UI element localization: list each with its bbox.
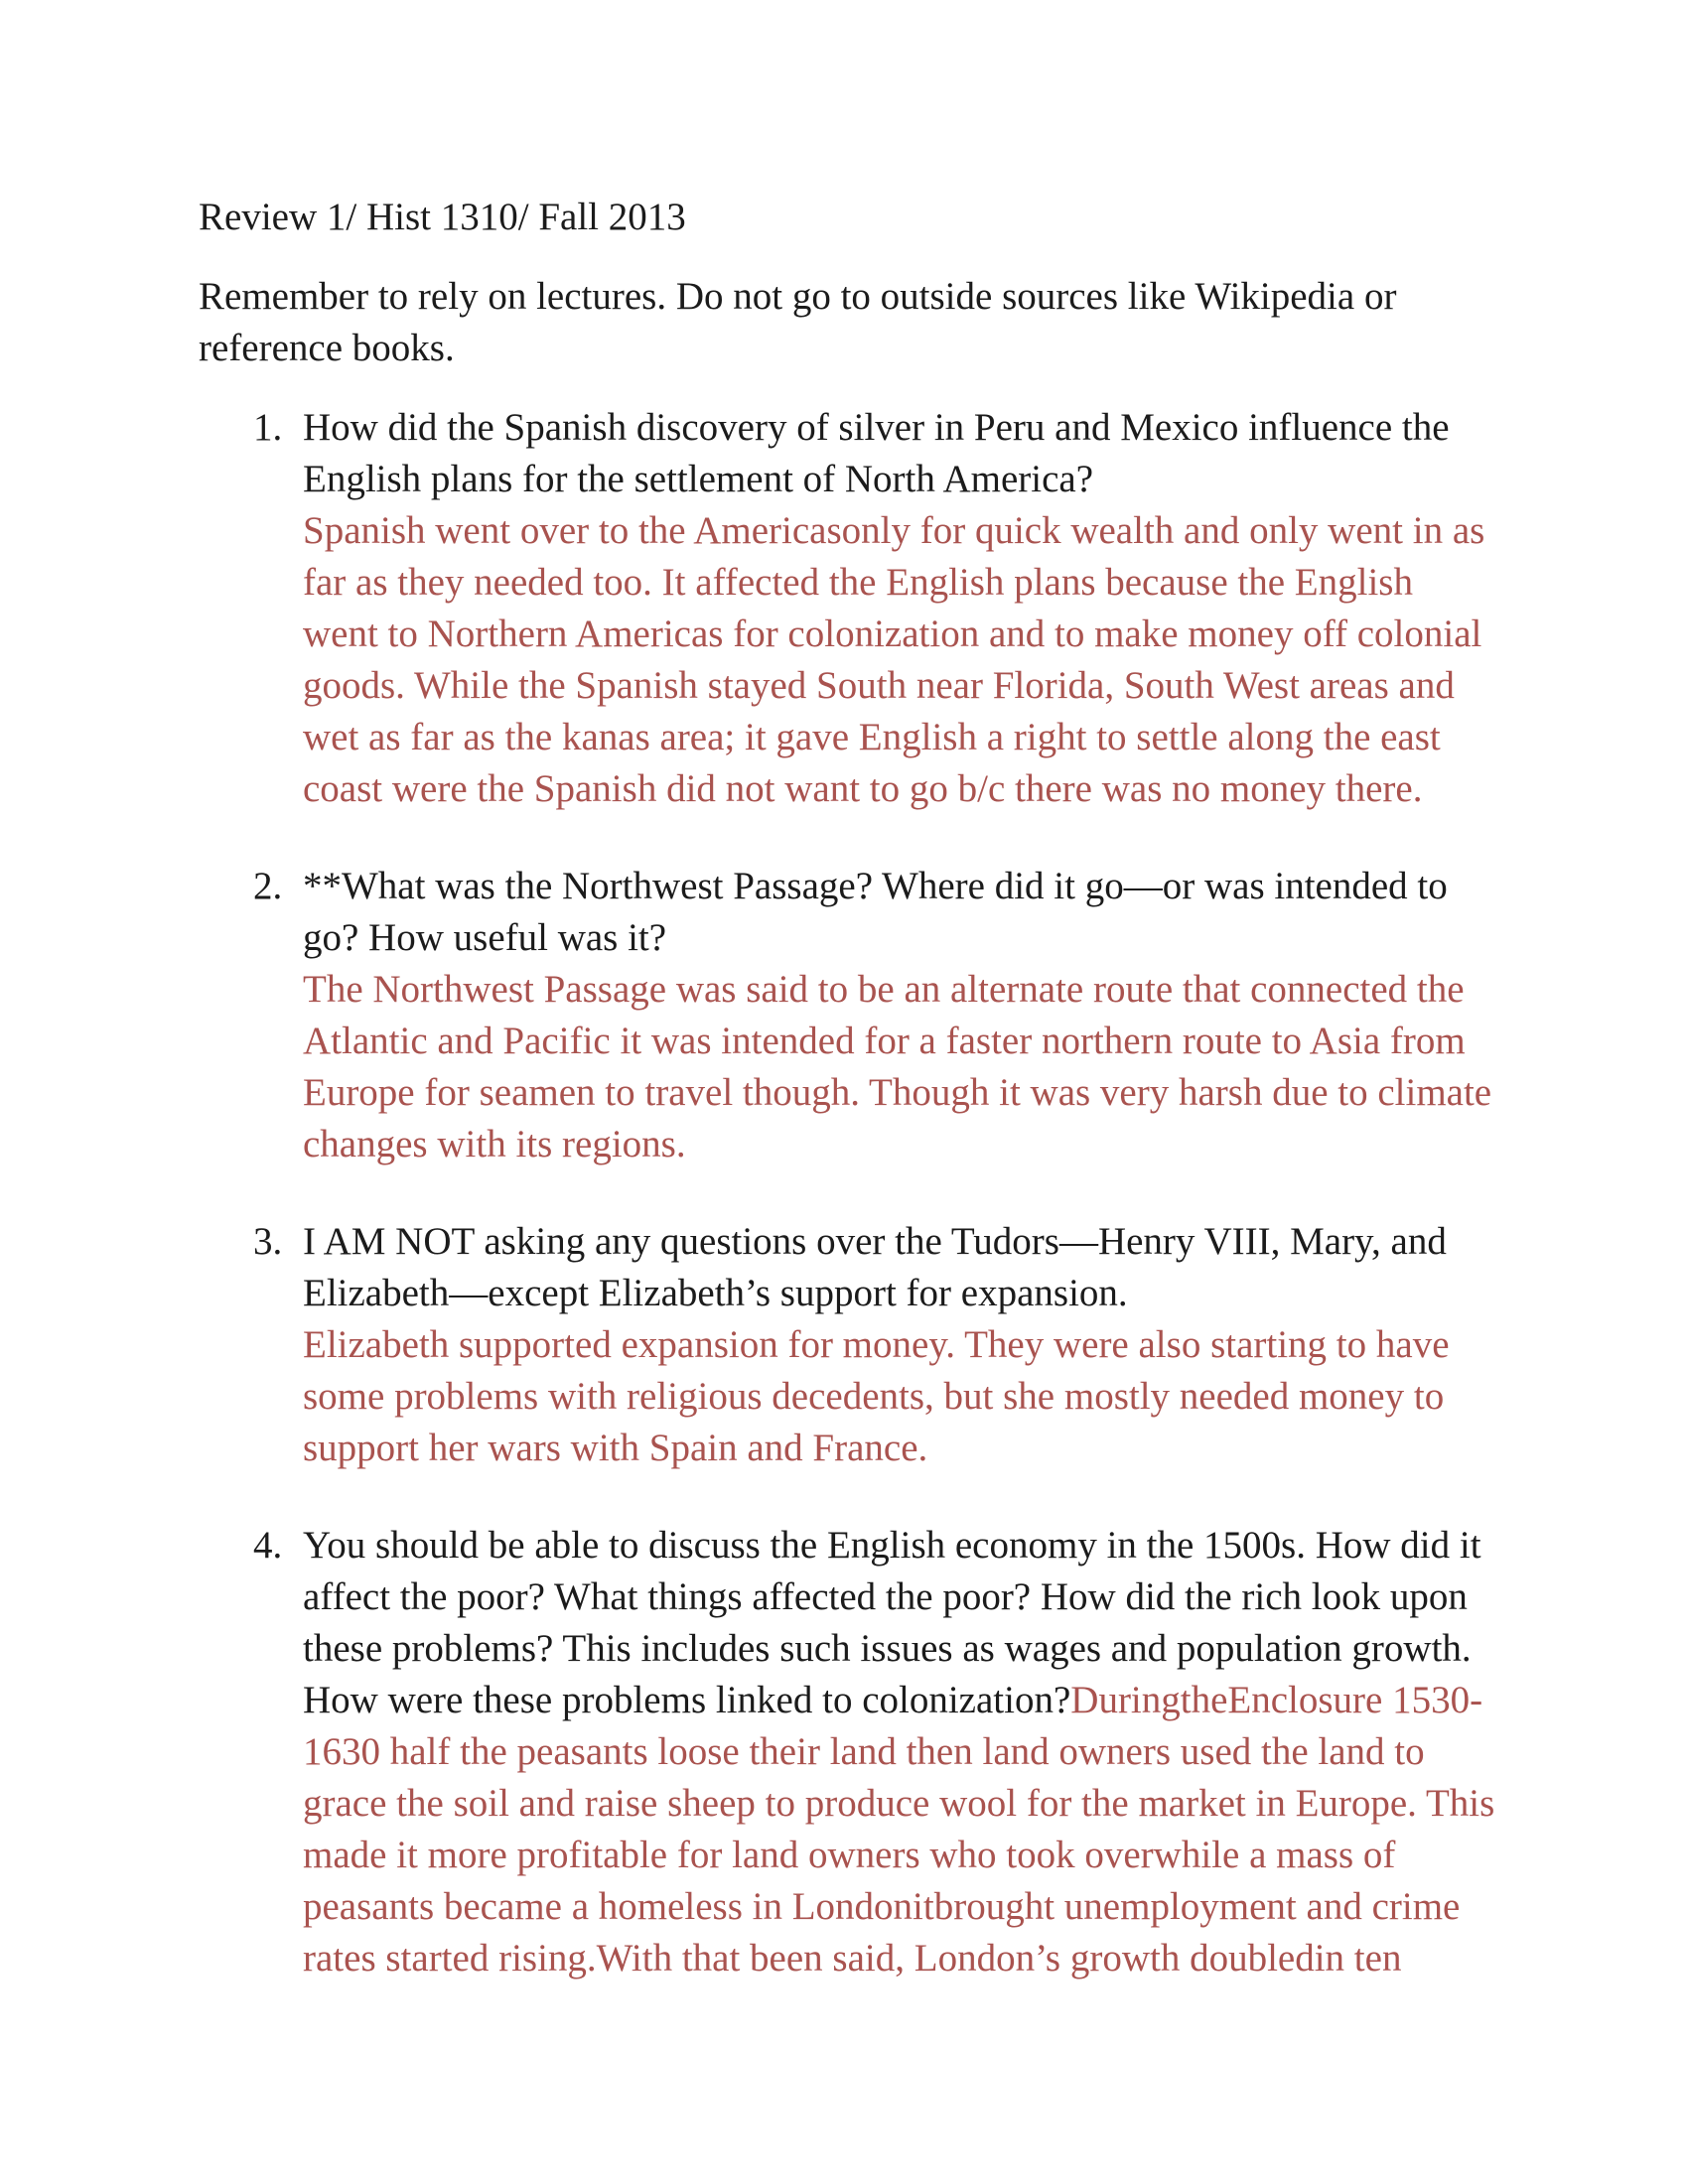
answer-line: far as they needed too. It affected the English plans because the English: [303, 561, 1413, 604]
answer-line: support her wars with Spain and France.: [303, 1427, 928, 1469]
question-answer-mixed-line: [303, 1675, 1529, 1726]
question-line: I AM NOT asking any questions over the Tudors—Henry VIII, Mary, and: [303, 1220, 1447, 1263]
question-line: affect the poor? What things affected the poor? How did the rich look upon: [303, 1575, 1468, 1618]
document-content: [199, 192, 1529, 1984]
question-line: How did the Spanish discovery of silver in Peru and Mexico influence the: [303, 406, 1450, 449]
question-line: Elizabeth—except Elizabeth’s support for expansion.: [303, 1272, 1128, 1314]
answer-line: grace the soil and raise sheep to produce wool for the market in Europe. This: [303, 1782, 1495, 1825]
answer-line: peasants became a homeless in Londonitbrought unemployment and crime: [303, 1885, 1461, 1928]
answer-line: Europe for seamen to travel though. Though it was very harsh due to climate: [303, 1071, 1492, 1114]
question-list: [199, 402, 1529, 1984]
answer-block: [303, 1319, 1529, 1474]
list-item-number: 4.: [253, 1524, 283, 1567]
list-item-number: 3.: [253, 1220, 283, 1263]
list-item-number: 2.: [253, 865, 283, 907]
list-item: [199, 1216, 1529, 1474]
answer-line: 1630 half the peasants loose their land then land owners used the land to: [303, 1730, 1425, 1773]
answer-line: The Northwest Passage was said to be an alternate route that connected the: [303, 968, 1465, 1011]
question-line: English plans for the settlement of North America?: [303, 458, 1094, 500]
list-item: [199, 861, 1529, 1170]
answer-line: Spanish went over to the Americasonly for quick wealth and only went in as: [303, 509, 1485, 552]
question-block: [303, 861, 1529, 964]
answer-line: Atlantic and Pacific it was intended for a faster northern route to Asia from: [303, 1020, 1466, 1062]
question-line: You should be able to discuss the English economy in the 1500s. How did it: [303, 1524, 1481, 1567]
answer-line: rates started rising.With that been said, London’s growth doubledin ten: [303, 1937, 1402, 1979]
question-block: [303, 402, 1529, 505]
question-line: these problems? This includes such issues as wages and population growth.: [303, 1627, 1472, 1670]
answer-line: changes with its regions.: [303, 1123, 686, 1165]
answer-line: some problems with religious decedents, but she mostly needed money to: [303, 1375, 1445, 1418]
question-block: [303, 1216, 1529, 1319]
answer-line: wet as far as the kanas area; it gave English a right to settle along the east: [303, 716, 1441, 758]
list-item-number: 1.: [253, 406, 283, 449]
answer-line: made it more profitable for land owners who took overwhile a mass of: [303, 1834, 1396, 1876]
document-title: Review 1/ Hist 1310/ Fall 2013: [199, 196, 686, 238]
answer-line: went to Northern Americas for colonization and to make money off colonial: [303, 613, 1482, 655]
list-item: [199, 402, 1529, 815]
question-line: **What was the Northwest Passage? Where did it go—or was intended to: [303, 865, 1448, 907]
answer-inline-text: DuringtheEnclosure 1530-: [1070, 1679, 1483, 1721]
answer-block: [303, 964, 1529, 1170]
list-item: [199, 1520, 1529, 1984]
question-line: go? How useful was it?: [303, 916, 667, 959]
intro-line: Remember to rely on lectures. Do not go to outside sources like Wikipedia or: [199, 275, 1397, 318]
intro-paragraph: [199, 271, 1529, 374]
answer-line: Elizabeth supported expansion for money. They were also starting to have: [303, 1323, 1450, 1366]
answer-line: coast were the Spanish did not want to go b/c there was no money there.: [303, 767, 1423, 810]
question-block: [303, 1520, 1529, 1726]
answer-line: goods. While the Spanish stayed South near Florida, South West areas and: [303, 664, 1455, 707]
answer-block: [303, 1726, 1529, 1984]
question-tail-text: How were these problems linked to colonization?: [303, 1679, 1071, 1721]
answer-block: [303, 505, 1529, 815]
intro-line: reference books.: [199, 327, 455, 369]
